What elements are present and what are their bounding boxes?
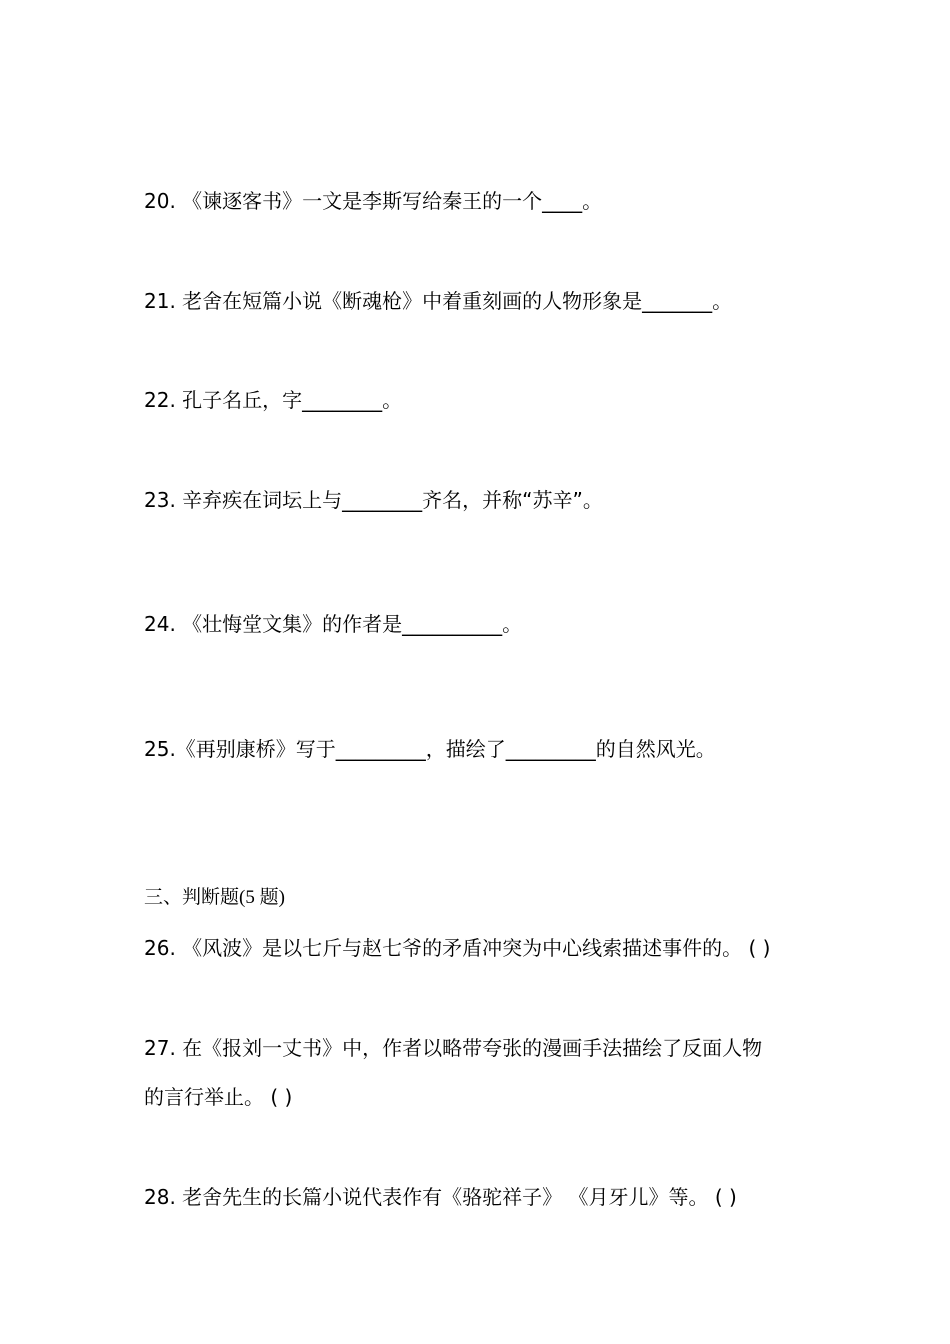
question-21: 21. 老舍在短篇小说《断魂枪》中着重刻画的人物形象是_______。 xyxy=(144,289,733,313)
question-24: 24. 《壮悔堂文集》的作者是__________。 xyxy=(144,612,523,636)
question-28: 28. 老舍先生的长篇小说代表作有《骆驼祥子》 《月牙儿》等。 ( ) xyxy=(144,1185,737,1209)
question-23: 23. 辛弃疾在词坛上与________齐名，并称“苏辛”。 xyxy=(144,488,603,512)
question-20: 20. 《谏逐客书》一文是李斯写给秦王的一个____。 xyxy=(144,189,603,213)
question-25: 25.《再别康桥》写于_________，描绘了_________的自然风光。 xyxy=(144,737,716,761)
question-26: 26. 《风波》是以七斤与赵七爷的矛盾冲突为中心线索描述事件的。 ( ) xyxy=(144,936,771,960)
question-27-line-1: 27. 在《报刘一丈书》中，作者以略带夸张的漫画手法描绘了反面人物 xyxy=(144,1036,763,1060)
question-22: 22. 孔子名丘，字________。 xyxy=(144,388,403,412)
question-27-line-2: 的言行举止。 ( ) xyxy=(144,1085,293,1109)
section-title: 三、判断题(5 题) xyxy=(144,887,285,908)
